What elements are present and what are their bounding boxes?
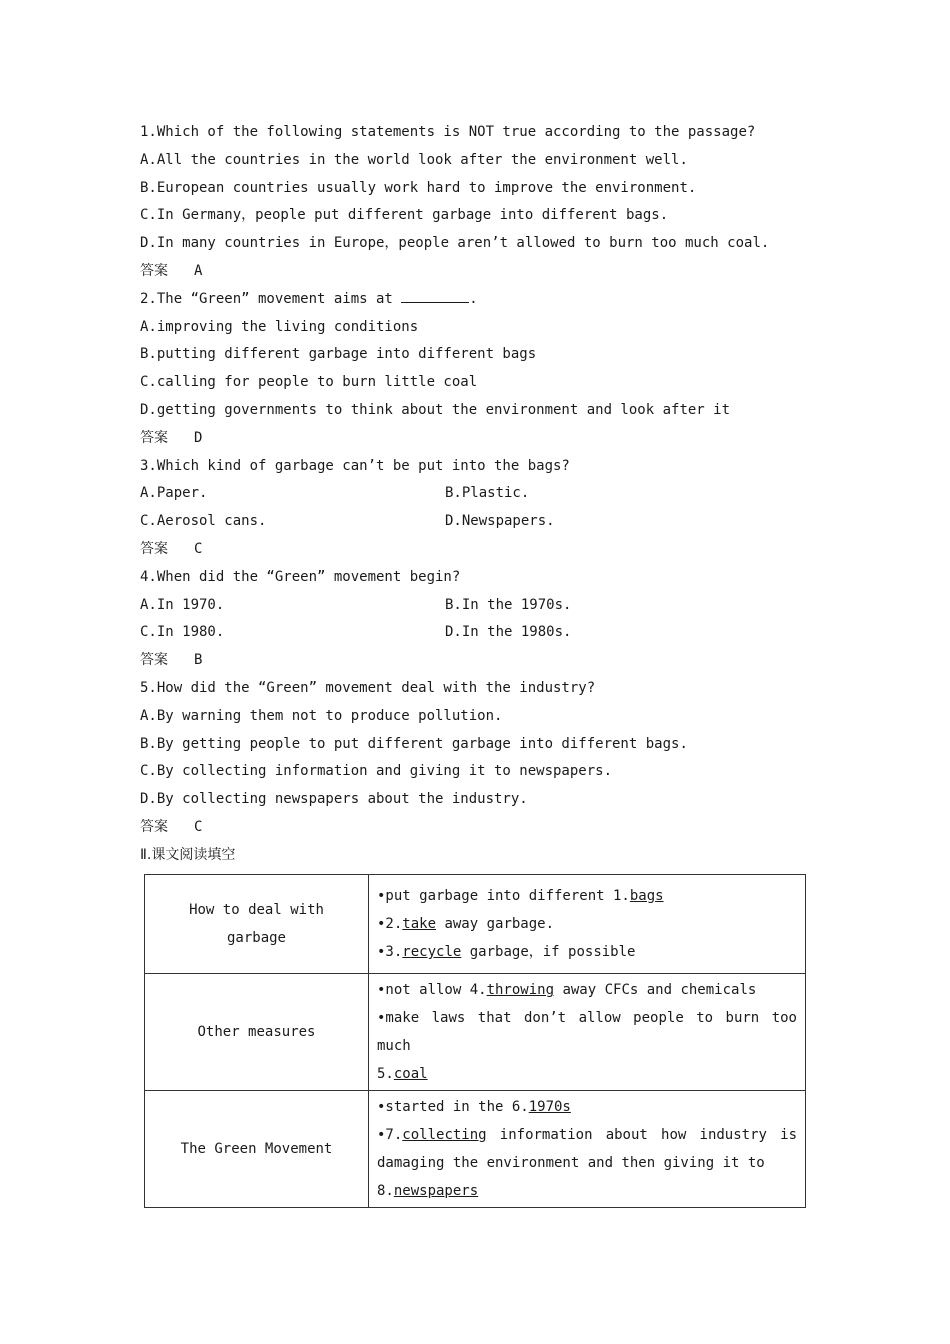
question-5-option-c: C.By collecting information and giving it to newspapers. — [140, 763, 613, 780]
question-3-stem: 3.Which kind of garbage can’t be put into the bags? — [140, 457, 570, 474]
question-3-options-row-1 — [140, 480, 820, 508]
question-1-option-b: B.European countries usually work hard to improve the environment. — [140, 179, 697, 196]
fill-in-table — [144, 874, 806, 1208]
row-content-green-movement: •started in the 6.1970s •7.collecting information about how industry is damaging the environment and then giving it to 8.newspapers — [369, 1091, 806, 1208]
question-5-answer: 答案 C — [140, 818, 203, 835]
question-2-option-d: D.getting governments to think about the environment and look after it — [140, 401, 731, 418]
row-heading-other-measures: Other measures — [145, 974, 369, 1091]
question-4-option-a: A.In 1970. — [140, 596, 225, 613]
answer-recycle: recycle — [402, 944, 462, 960]
row-heading-green-movement: The Green Movement — [145, 1091, 369, 1208]
question-1-answer: 答案 A — [140, 262, 203, 279]
answer-collecting: collecting — [402, 1127, 487, 1143]
question-5-option-b: B.By getting people to put different garbage into different bags. — [140, 735, 688, 752]
answer-take: take — [402, 916, 437, 932]
question-1-stem: 1.Which of the following statements is NOT true according to the passage? — [140, 124, 756, 140]
question-4-stem: 4.When did the “Green” movement begin? — [140, 568, 461, 585]
row-heading-garbage: How to deal with garbage — [145, 875, 369, 974]
question-3-option-d: D.Newspapers. — [445, 513, 555, 530]
question-2-answer: 答案 D — [140, 429, 203, 446]
question-3-answer: 答案 C — [140, 540, 203, 557]
table-row — [145, 875, 806, 974]
question-3-option-b: B.Plastic. — [445, 485, 530, 502]
question-1-option-c: C.In Germany，people put different garbage into different bags. — [140, 207, 669, 224]
question-1-option-a: A.All the countries in the world look after the environment well. — [140, 151, 688, 168]
section-title: Ⅱ.课文阅读填空 — [140, 846, 236, 863]
row-content-garbage: •put garbage into different 1.bags •2.take away garbage. •3.recycle garbage，if possible — [369, 875, 806, 974]
question-5-option-d: D.By collecting newspapers about the industry. — [140, 791, 528, 808]
question-4-options-row-2 — [140, 619, 820, 647]
question-4-options-row-1 — [140, 592, 820, 620]
fill-in-blank — [401, 288, 469, 303]
question-2-option-b: B.putting different garbage into different bags — [140, 346, 537, 363]
answer-throwing: throwing — [486, 982, 555, 998]
question-list — [140, 119, 820, 870]
question-3-options-row-2 — [140, 508, 820, 536]
question-3-option-a: A.Paper. — [140, 485, 208, 502]
question-2-option-c: C.calling for people to burn little coal — [140, 374, 478, 391]
question-4-option-b: B.In the 1970s. — [445, 596, 572, 613]
row-content-other-measures: •not allow 4.throwing away CFCs and chemicals •make laws that don’t allow people to burn too much 5.coal — [369, 974, 806, 1091]
answer-newspapers: newspapers — [393, 1183, 479, 1199]
answer-coal: coal — [393, 1066, 428, 1082]
question-2-option-a: A.improving the living conditions — [140, 318, 419, 335]
question-4-option-d: D.In the 1980s. — [445, 624, 572, 641]
answer-1970s: 1970s — [528, 1099, 571, 1115]
answer-bags: bags — [629, 888, 664, 904]
question-1-option-d: D.In many countries in Europe，people aren’t allowed to burn too much coal. — [140, 235, 770, 252]
question-5-stem: 5.How did the “Green” movement deal with the industry? — [140, 679, 596, 696]
table-row — [145, 1091, 806, 1208]
question-3-option-c: C.Aerosol cans. — [140, 513, 267, 530]
question-4-option-c: C.In 1980. — [140, 624, 225, 641]
table-row — [145, 974, 806, 1091]
question-2-stem: 2.The “Green” movement aims at . — [140, 286, 820, 314]
question-5-option-a: A.By warning them not to produce pollution. — [140, 707, 503, 724]
question-4-answer: 答案 B — [140, 652, 203, 669]
